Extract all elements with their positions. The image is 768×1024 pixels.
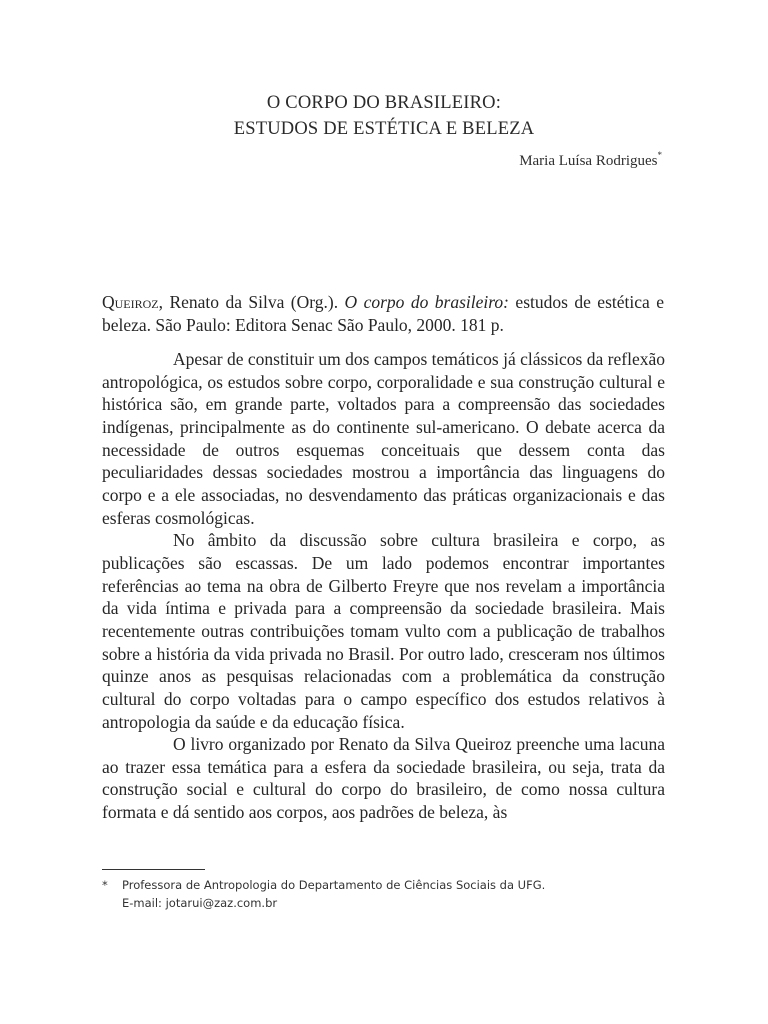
author-name [519, 151, 662, 170]
article-title-line-2: ESTUDOS DE ESTÉTICA E BELEZA [233, 119, 535, 139]
reference-surname: Queiroz [102, 292, 159, 312]
body-paragraph-2: No âmbito da discussão sobre cultura brasileira e corpo, as publicações são escassas. De um lado podemos encontrar importantes referências ao tema na obra de Gilberto Freyre que nos revelam a importância da vida íntima e privada para a compreensão da sociedade brasileira. Mais recentemente outras contribuições tomam vulto com a publicação de trabalhos sobre a história da vida privada no Brasil. Por outro lado, cresceram nos últimos quinze anos as pesquisas relacionadas com a problemática da construção cultural do corpo voltadas para o campo específico dos estudos relativos à antropologia da saúde e da educação física. [102, 530, 665, 732]
footnote-email: E-mail: jotarui@zaz.com.br [122, 896, 278, 910]
reference-book-title: O corpo do brasileiro: [344, 292, 509, 312]
book-reference [102, 291, 664, 337]
body-paragraph-1: Apesar de constituir um dos campos temáticos já clássicos da reflexão antropológica, os estudos sobre corpo, corporalidade e sua construção cultural e histórica são, em grande parte, voltados para a compreensão das sociedades indígenas, principalmente as do continente sul-americano. O debate acerca da necessidade de outros esquemas conceituais que dessem conta das peculiaridades dessas sociedades mostrou a importância das linguagens do corpo e a ele associadas, no desvendamento das práticas organizacionais e das esferas cosmológicas. [102, 349, 665, 528]
reference-author-rest: , Renato da Silva (Org.). [158, 292, 345, 312]
body-paragraph-3: O livro organizado por Renato da Silva Queiroz preenche uma lacuna ao trazer essa temática para a esfera da sociedade brasileira, ou seja, trata da construção social e cultural do corpo do brasileiro, de como nossa cultura formata e dá sentido aos corpos, aos padrões de beleza, às [102, 734, 665, 823]
footnote-mark: * [102, 878, 108, 892]
footnote-divider [102, 869, 205, 870]
reference-rest: estudos de estética e beleza. São Paulo: Editora Senac São Paulo, 2000. 181 p. [102, 292, 664, 335]
footnote [102, 876, 682, 912]
article-title-line-1: O CORPO DO BRASILEIRO: [266, 93, 502, 113]
footnote-affiliation: Professora de Antropologia do Departamento de Ciências Sociais da UFG. [122, 878, 546, 892]
author-footnote-mark: * [657, 150, 662, 160]
review-body [102, 348, 665, 824]
author-name-text: Maria Luísa Rodrigues [519, 153, 658, 169]
